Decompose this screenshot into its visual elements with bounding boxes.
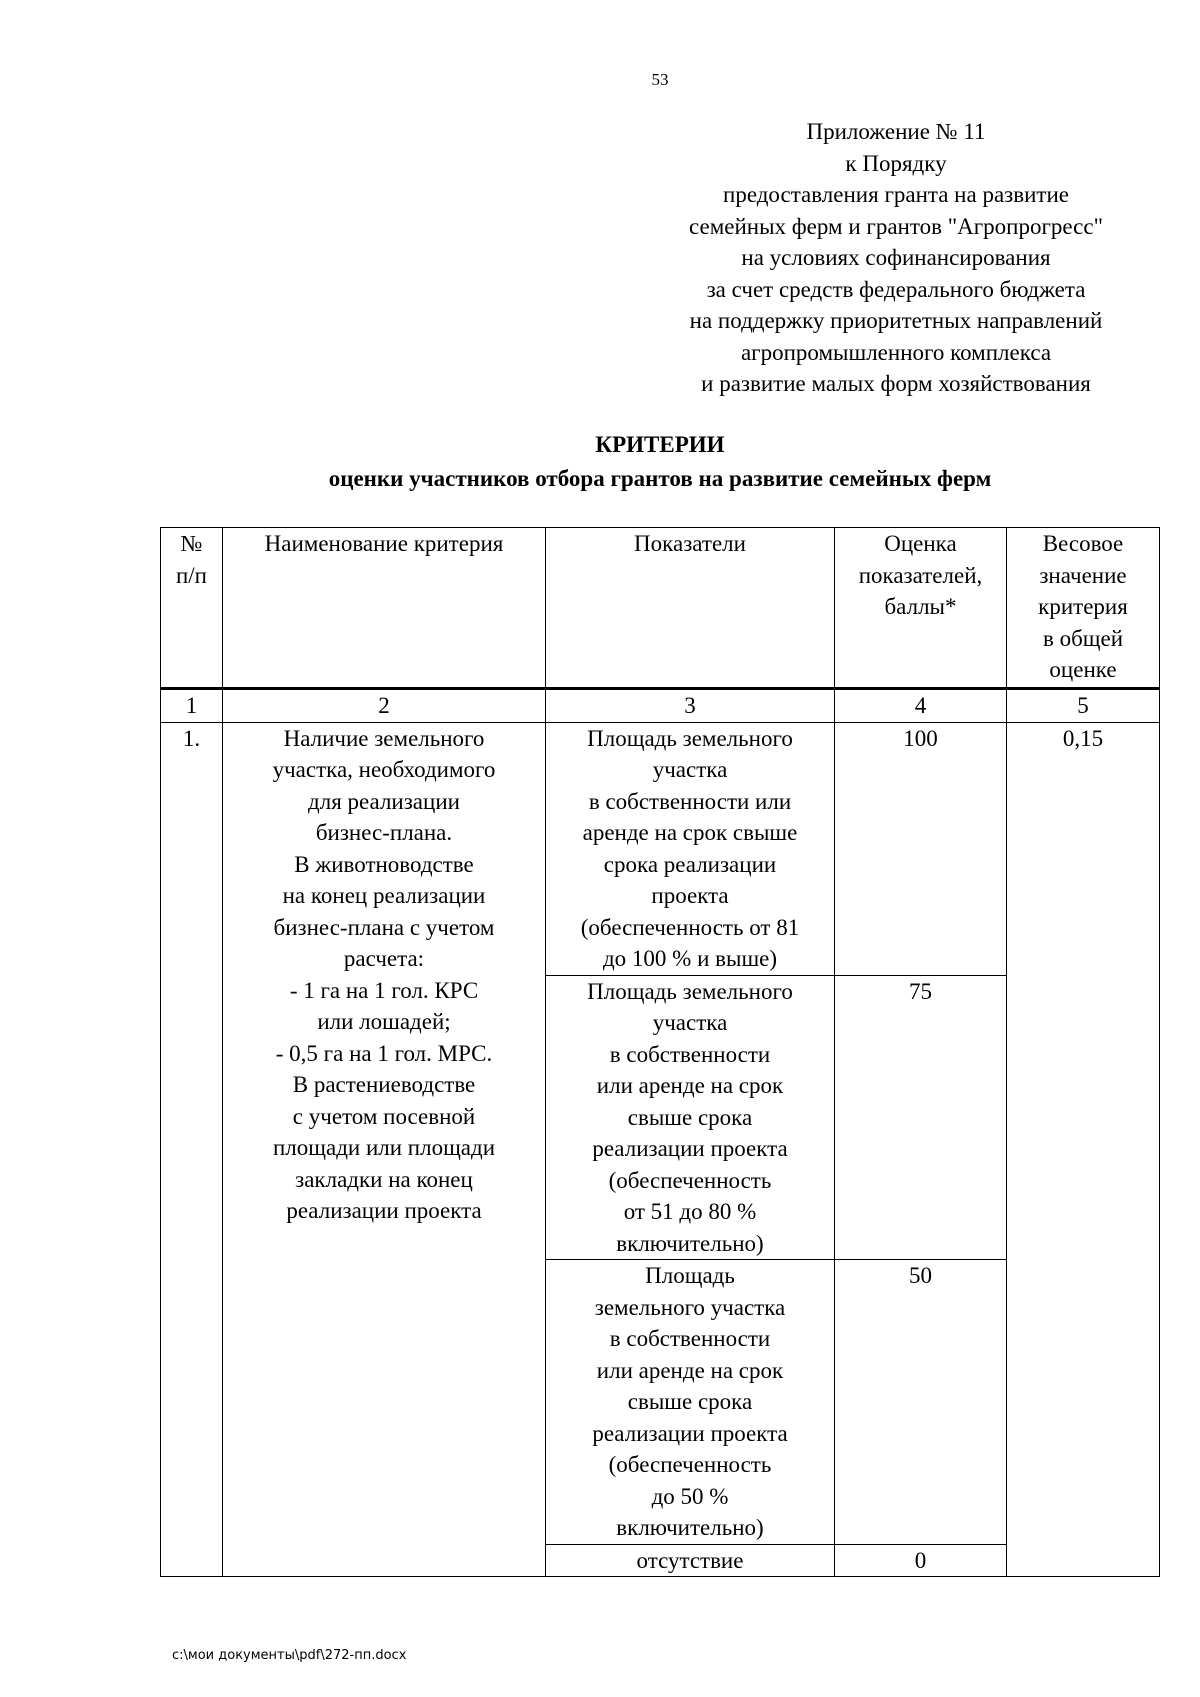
header-score-line: баллы*	[884, 594, 957, 619]
header-weight-line: критерия	[1038, 594, 1128, 619]
indicator-line: срока реализации	[603, 851, 777, 877]
appendix-line: Приложение № 11	[806, 119, 986, 144]
indicator-line: включительно)	[616, 1230, 764, 1256]
criterion-line: - 0,5 га на 1 гол. МРС.	[275, 1040, 493, 1066]
header-num-line: №	[180, 531, 203, 556]
header-indicators-line: Показатели	[634, 531, 746, 556]
header-score	[835, 528, 1007, 689]
indicator-line: в собственности или	[588, 788, 792, 814]
indicator-line: от 51 до 80 %	[623, 1199, 757, 1224]
row-number: 1.	[161, 722, 223, 1577]
column-number: 5	[1007, 689, 1160, 723]
indicator-cell	[546, 722, 835, 975]
criterion-line: - 1 га на 1 гол. КРС	[289, 977, 479, 1003]
score-cell: 75	[835, 975, 1007, 1260]
header-score-line: Оценка	[884, 531, 957, 556]
indicator-line: в собственности	[609, 1326, 771, 1351]
indicator-line: участка	[652, 757, 728, 782]
appendix-line: и развитие малых форм хозяйствования	[701, 371, 1091, 396]
header-score-line: показателей,	[858, 562, 983, 588]
indicator-line: Площадь	[645, 1263, 735, 1288]
column-number: 2	[223, 689, 546, 723]
criterion-line: на конец реализации	[282, 883, 486, 908]
indicator-line: проекта	[651, 883, 729, 908]
indicator-line: реализации проекта	[592, 1136, 788, 1161]
appendix-line: семейных ферм и грантов "Агропрогресс"	[689, 213, 1103, 239]
header-indicators	[546, 528, 835, 689]
indicator-line: до 100 % и выше)	[602, 946, 778, 971]
indicator-line: отсутствие	[636, 1547, 744, 1573]
header-name	[223, 528, 546, 689]
indicator-cell	[546, 1544, 835, 1577]
title-line-2: оценки участников отбора грантов на развитие семейных ферм	[328, 466, 992, 491]
header-num-line: п/п	[175, 562, 207, 588]
criterion-line: В растениеводстве	[292, 1072, 476, 1097]
score-cell: 100	[835, 722, 1007, 975]
page-number: 53	[651, 70, 669, 89]
score-cell: 50	[835, 1260, 1007, 1545]
indicator-cell	[546, 1260, 835, 1545]
footer-file-path: c:\мои документы\pdf\272-пп.docx	[172, 1648, 407, 1663]
weight-cell: 0,15	[1007, 722, 1160, 1577]
appendix-line: на условиях софинансирования	[741, 245, 1051, 270]
appendix-line: на поддержку приоритетных направлений	[689, 308, 1103, 333]
criterion-line: закладки на конец	[295, 1166, 473, 1192]
indicator-line: свыше срока	[627, 1389, 753, 1414]
criterion-line: бизнес-плана с учетом	[273, 914, 495, 940]
document-title	[0, 428, 1200, 496]
column-number: 1	[161, 689, 223, 723]
criterion-line: с учетом посевной	[292, 1103, 476, 1129]
criterion-line: В животноводстве	[294, 851, 474, 877]
indicator-line: участка	[652, 1010, 728, 1035]
indicator-cell	[546, 975, 835, 1260]
criterion-line: бизнес-плана.	[315, 820, 453, 845]
indicator-line: до 50 %	[651, 1483, 729, 1509]
appendix-header	[616, 116, 1176, 400]
header-name-line: Наименование критерия	[264, 531, 504, 556]
indicator-line: включительно)	[616, 1515, 764, 1540]
criterion-line: площади или площади	[272, 1135, 496, 1160]
title-line-1: КРИТЕРИИ	[595, 432, 725, 457]
header-weight-line: значение	[1039, 562, 1127, 588]
criteria-table	[160, 527, 1160, 1577]
column-number: 4	[835, 689, 1007, 723]
indicator-line: Площадь земельного	[587, 978, 793, 1004]
indicator-line: аренде на срок свыше	[582, 820, 798, 845]
header-weight	[1007, 528, 1160, 689]
criterion-line: для реализации	[308, 788, 460, 814]
appendix-line: к Порядку	[845, 150, 947, 176]
criterion-line: или лошадей;	[317, 1009, 451, 1034]
header-weight-line: в общей	[1042, 625, 1124, 651]
column-number-row	[161, 689, 1160, 723]
indicator-line: или аренде на срок	[596, 1073, 784, 1098]
table-row	[161, 722, 1160, 975]
indicator-line: реализации проекта	[592, 1420, 788, 1446]
criterion-line: реализации проекта	[286, 1198, 482, 1223]
indicator-line: свыше срока	[627, 1104, 753, 1130]
indicator-line: в собственности	[609, 1041, 771, 1067]
criterion-line: участка, необходимого	[272, 757, 496, 782]
criterion-line: расчета:	[343, 946, 425, 971]
indicator-line: (обеспеченность	[608, 1452, 772, 1477]
criterion-name	[223, 722, 546, 1577]
indicator-line: (обеспеченность от 81	[580, 914, 800, 940]
indicator-line: или аренде на срок	[596, 1357, 784, 1383]
appendix-line: предоставления гранта на развитие	[723, 182, 1069, 207]
indicator-line: (обеспеченность	[608, 1167, 772, 1193]
appendix-line: агропромышленного комплекса	[740, 339, 1052, 365]
appendix-line: за счет средств федерального бюджета	[706, 276, 1086, 302]
header-weight-line: Весовое	[1042, 531, 1124, 556]
score-cell: 0	[835, 1544, 1007, 1577]
indicator-line: Площадь земельного	[587, 725, 793, 751]
column-number: 3	[546, 689, 835, 723]
indicator-line: земельного участка	[594, 1294, 786, 1320]
header-num	[161, 528, 223, 689]
header-weight-line: оценке	[1049, 657, 1117, 682]
criterion-line: Наличие земельного	[283, 725, 485, 751]
table-header-row	[161, 528, 1160, 689]
